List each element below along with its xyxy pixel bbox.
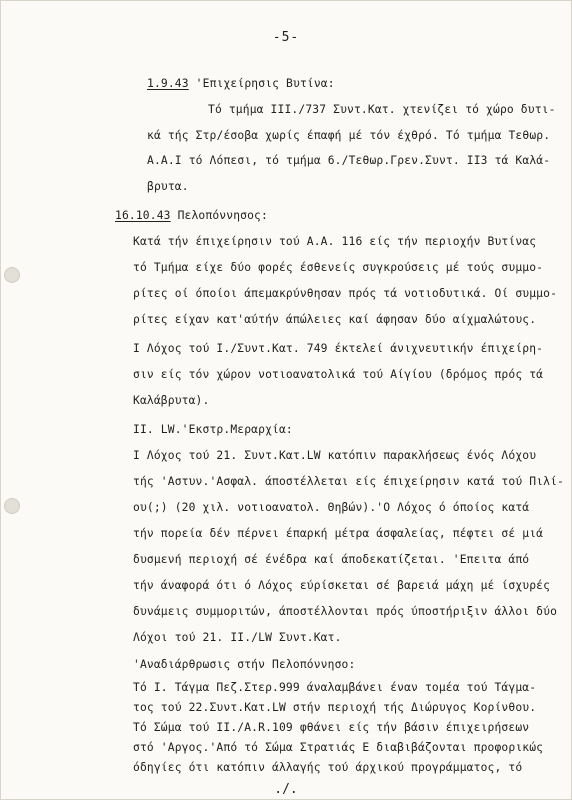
subheading: 'Αναδιάρθρωσις στήν Πελοπόννησο: bbox=[133, 658, 356, 671]
text-line: δυσμενή περιοχή σέ ένέδρα καί άποδεκατίζεται. 'Επειτα άπό bbox=[133, 553, 530, 566]
continuation-mark: ./. bbox=[274, 782, 298, 797]
subheading: ΙΙ. LW.'Εκστρ.Μεραρχία: bbox=[133, 423, 293, 436]
text-line: ρίτες οί όποίοι άπεμακρύνθησαν πρός τά νοτιοδυτικά. Οί συμμο- bbox=[133, 287, 558, 300]
text-line: τής 'Αστυν.'Ασφαλ. άποστέλλεται είς έπιχείρησιν κατά τού Πιλί- bbox=[133, 475, 564, 488]
text-line: Κατά τήν έπιχείρησιν τού Α.Α. 116 είς τήν περιοχήν Βυτίνας bbox=[133, 235, 537, 248]
text-line: ρίτες είχαν κατ'αύτήν άπώλειες καί άφησαν δύο αίχμαλώτους. bbox=[133, 313, 537, 326]
text-line: Ι Λόχος τού 21. Συντ.Κατ.LW κατόπιν παρακλήσεως ένός Λόχου bbox=[133, 449, 537, 462]
text-line: Τό τμήμα III./737 Συντ.Κατ. χτενίζει τό χώρο δυτι- bbox=[208, 103, 556, 116]
text-line: σιν είς τόν χώρον νοτιοανατολικά τού Αίγίου (δρόμος πρός τά bbox=[133, 368, 544, 381]
text-line: κά τής Στρ/έσοβα χωρίς έπαφή μέ τόν έχθρό. Τό τμήμα Τεθωρ. bbox=[147, 129, 551, 142]
text-line: βρυτα. bbox=[147, 180, 189, 193]
text-line: όδηγίες ότι κατόπιν άλλαγής τού άρχικού προγράμματος, τό bbox=[133, 761, 523, 774]
section-date: 1.9.43 bbox=[147, 77, 189, 90]
section-date: 16.10.43 bbox=[115, 209, 171, 222]
page-number: -5- bbox=[272, 30, 300, 45]
text-line: Ι Λόχος τού Ι./Συντ.Κατ. 749 έκτελεί άνιχνευτικήν έπιχείρη- bbox=[133, 342, 544, 355]
text-line: δυνάμεις συμμοριτών, άποστέλλονται πρός ύποστήριξιν άλλοι δύο bbox=[133, 605, 558, 618]
section-header bbox=[147, 78, 335, 89]
text-line: τήν πορεία δέν πέρνει έπαρκή μέτρα άσφαλείας, πέφτει σέ μιά bbox=[133, 527, 544, 540]
text-line: τος τού 22.Συντ.Κατ.LW στήν περιοχή τής Διώρυγος Κορίνθου. bbox=[133, 701, 537, 714]
section-title: Πελοπόννησος: bbox=[177, 209, 268, 222]
section-title: 'Επιχείρησις Βυτίνα: bbox=[195, 77, 335, 90]
section-header bbox=[115, 210, 268, 221]
punch-hole bbox=[4, 267, 20, 283]
text-line: Τό Σώμα τού ΙΙ./A.R.109 φθάνει είς τήν βάσιν έπιχειρήσεων bbox=[133, 721, 530, 734]
text-line: στό 'Αργος.'Από τό Σώμα Στρατιάς Ε διαβιβάζονται προφορικώς bbox=[133, 741, 544, 754]
text-line: Λόχοι τού 21. ΙΙ./LW Συντ.Κατ. bbox=[133, 631, 342, 644]
text-line: τό Τμήμα είχε δύο φορές έσθενείς συγκρούσεις μέ τούς συμμο- bbox=[133, 261, 544, 274]
text-line: Α.Α.Ι τό Λόπεσι, τό τμήμα 6./Τεθωρ.Γρεν.Συντ. ΙΙ3 τά Καλά- bbox=[147, 154, 551, 167]
punch-hole bbox=[4, 498, 20, 514]
text-line: Καλάβρυτα). bbox=[133, 394, 210, 407]
text-line: ου(;) (20 χιλ. νοτιοανατολ. Θηβών).'Ο Λόχος ό όποίος κατά bbox=[133, 501, 530, 514]
text-line: Τό Ι. Τάγμα Πεζ.Στερ.999 άναλαμβάνει έναν τομέα τού Τάγμα- bbox=[133, 681, 537, 694]
text-line: τήν άναφορά ότι ό Λόχος εύρίσκεται σέ βαρειά μάχη μέ ίσχυρές bbox=[133, 579, 551, 592]
